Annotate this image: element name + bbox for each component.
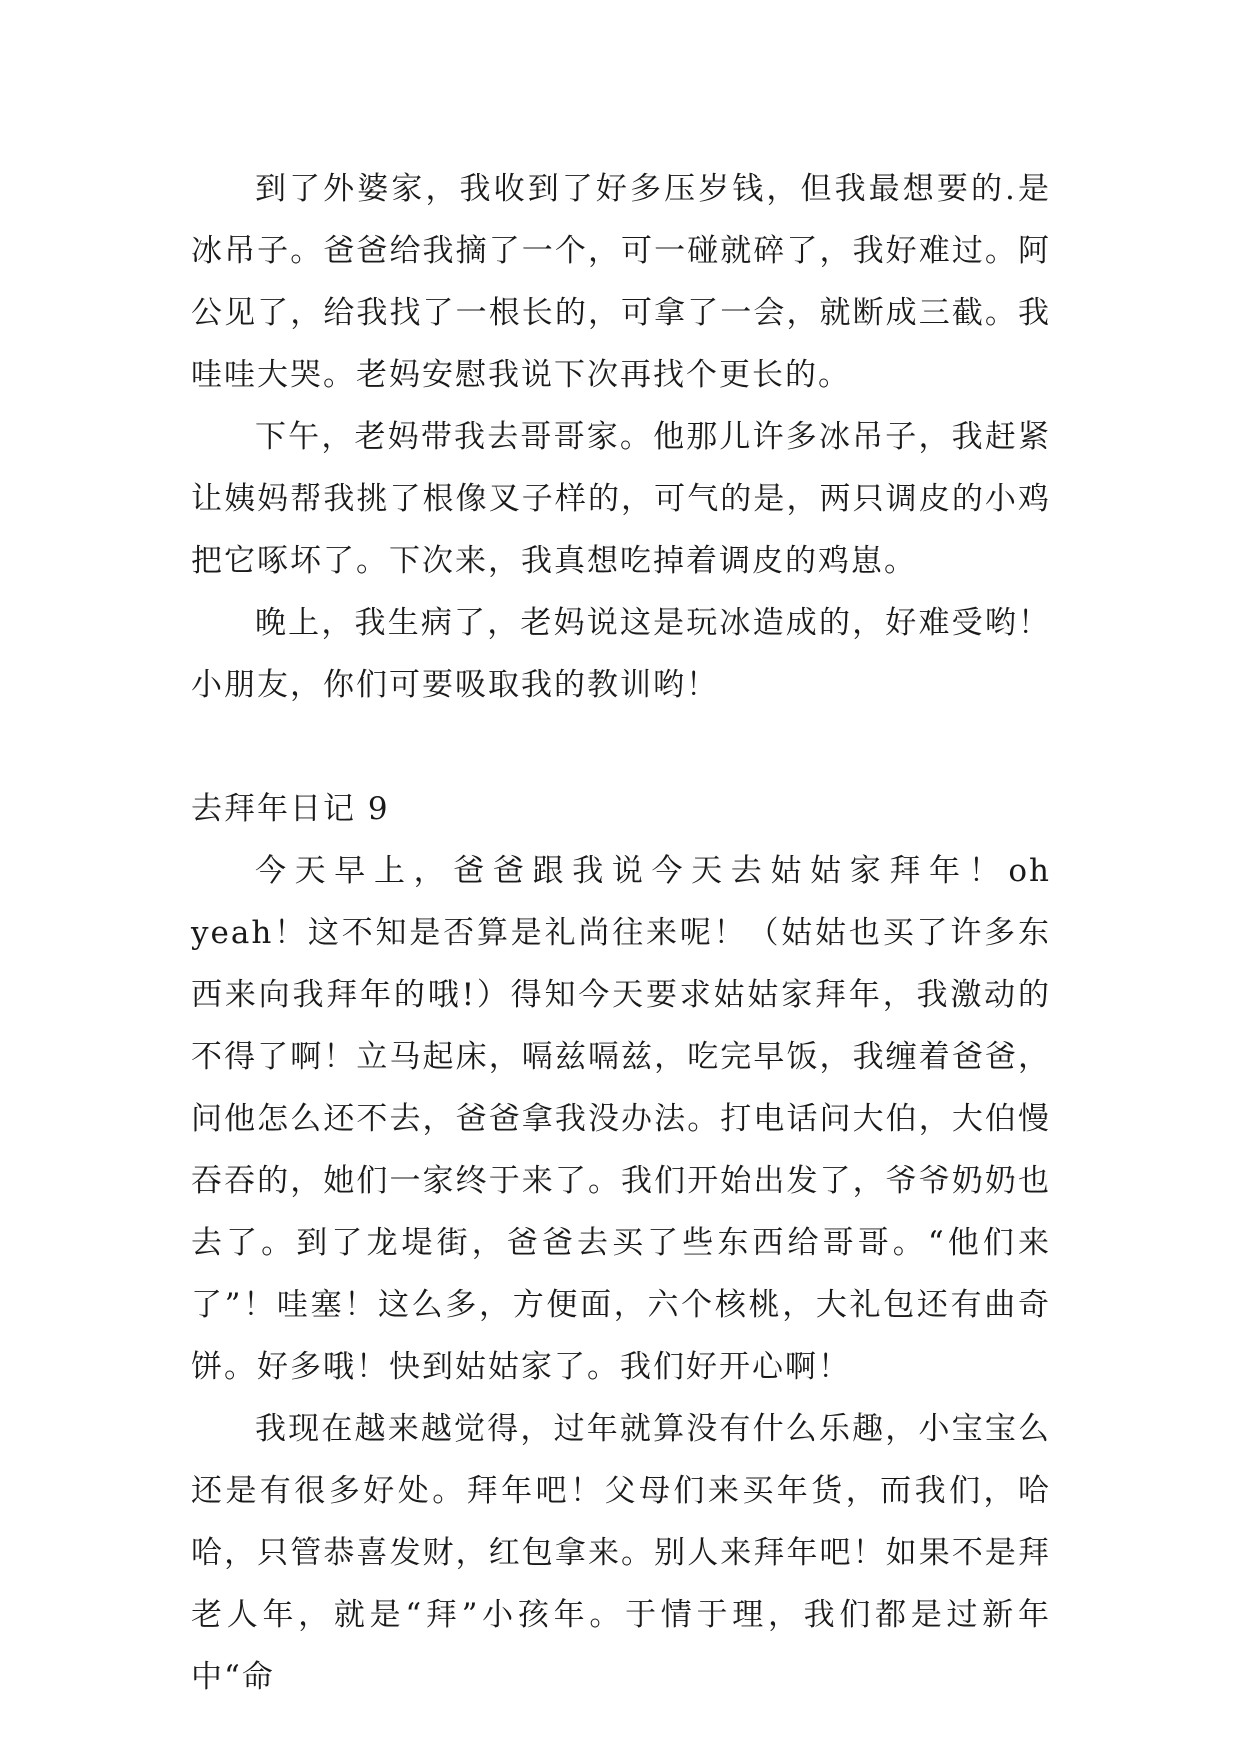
section-heading: 去拜年日记 9 (191, 791, 390, 827)
paragraph: 下午，老妈带我去哥哥家。他那儿许多冰吊子，我赶紧让姨妈帮我挑了根像叉子样的，可气的是，两只调皮的小鸡把它啄坏了。下次来，我真想吃掉着调皮的鸡崽。 (191, 419, 1051, 579)
paragraph: 今天早上，爸爸跟我说今天去姑姑家拜年！oh yeah！这不知是否算是礼尚往来呢！（姑姑也买了许多东西来向我拜年的哦!）得知今天要求姑姑家拜年，我激动的不得了啊！立马起床，嗝兹嗝兹，吃完早饭，我缠着爸爸，问他怎么还不去，爸爸拿我没办法。打电话问大伯，大伯慢吞吞的，她们一家终于来了。我们开始出发了，爷爷奶奶也去了。到了龙堤街，爸爸去买了些东西给哥哥。“他们来了”！哇塞！这么多，方便面，六个核桃，大礼包还有曲奇饼。好多哦！快到姑姑家了。我们好开心啊！ (191, 853, 1063, 1385)
paragraph: 到了外婆家，我收到了好多压岁钱，但我最想要的.是冰吊子。爸爸给我摘了一个，可一碰就碎了，我好难过。阿公见了，给我找了一根长的，可拿了一会，就断成三截。我哇哇大哭。老妈安慰我说下次再找个更长的。 (191, 171, 1051, 393)
paragraph: 晚上，我生病了，老妈说这是玩冰造成的，好难受哟！小朋友，你们可要吸取我的教训哟！ (191, 605, 1051, 703)
paragraph: 我现在越来越觉得，过年就算没有什么乐趣，小宝宝么还是有很多好处。拜年吧！父母们来买年货，而我们，哈哈，只管恭喜发财，红包拿来。别人来拜年吧！如果不是拜老人年，就是“拜”小孩年。于情于理，我们都是过新年中“命 (191, 1411, 1051, 1695)
document-body (191, 158, 1063, 1708)
